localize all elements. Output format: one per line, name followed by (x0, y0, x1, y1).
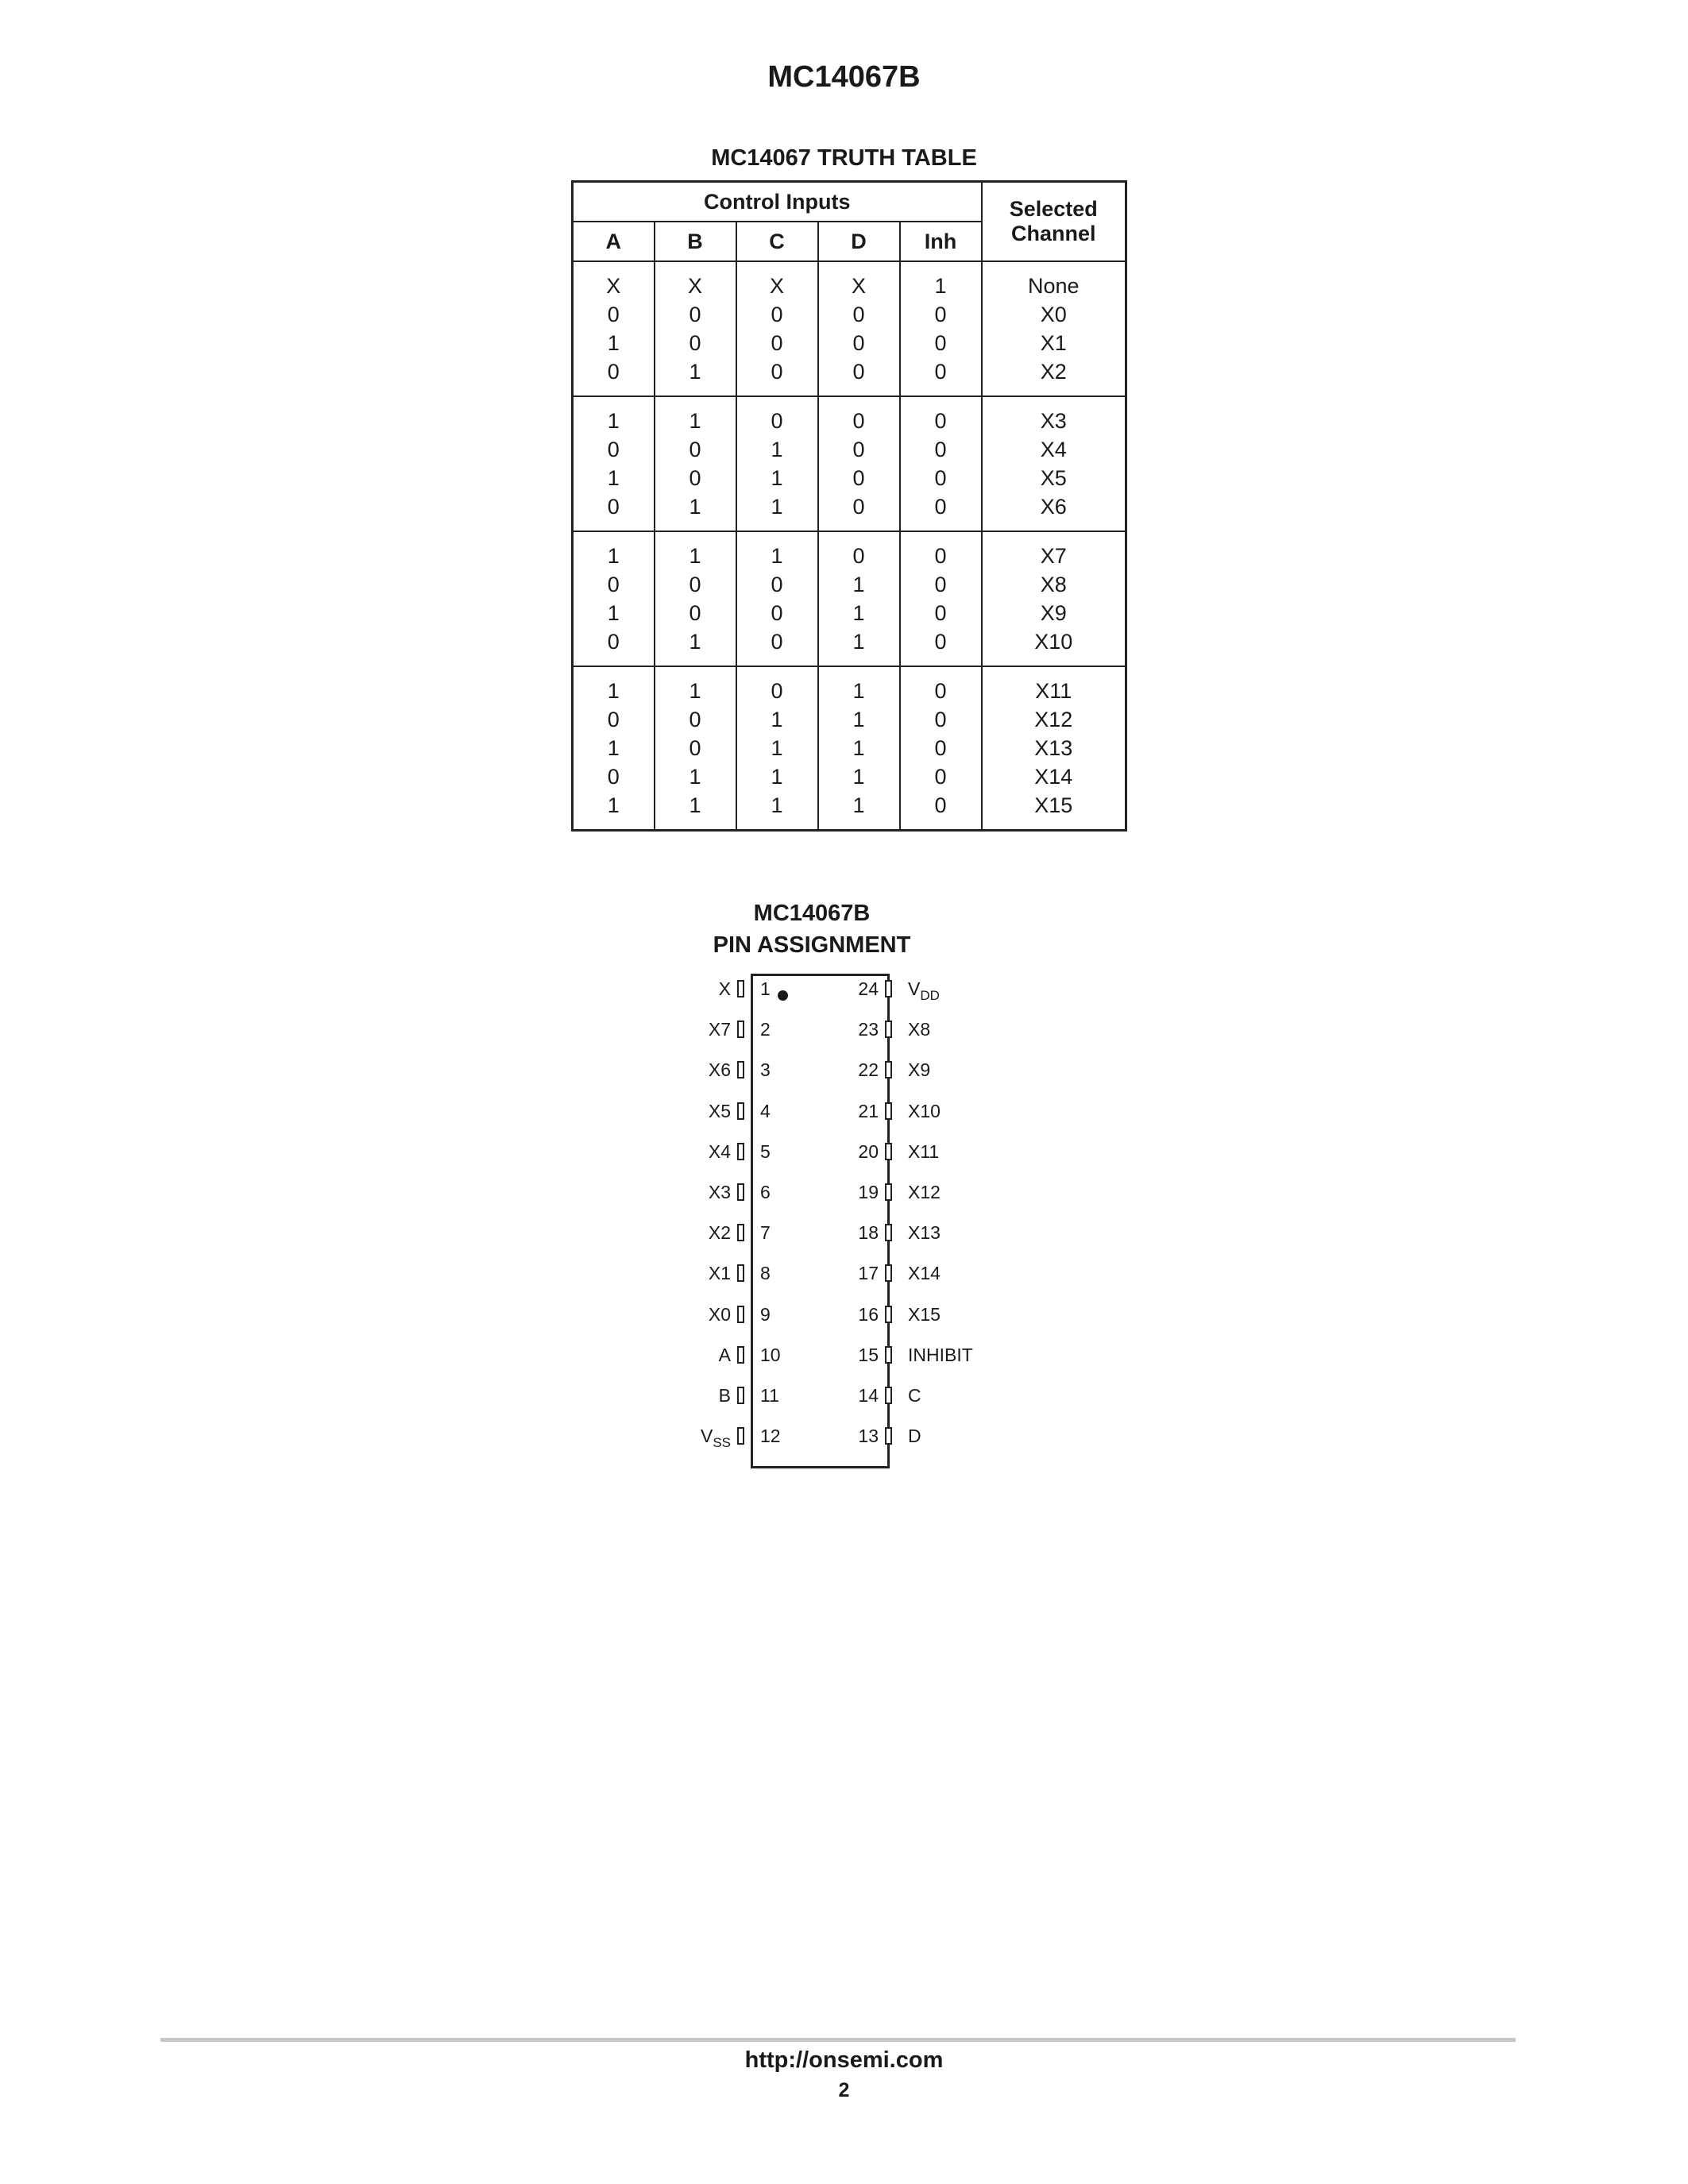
pin-12-signal-subscript: SS (713, 1435, 731, 1450)
pin-2-label (709, 1019, 731, 1040)
cell-a: 1 (573, 791, 655, 831)
cell-d: 1 (818, 734, 900, 762)
cell-b: 1 (655, 627, 736, 666)
pin-13-lead (885, 1427, 892, 1445)
pin-14-signal: C (908, 1385, 921, 1406)
cell-a: 1 (573, 599, 655, 627)
pin-15-number: 15 (858, 1345, 879, 1365)
pin-20-signal: X11 (908, 1141, 940, 1162)
pin-7-number: 7 (760, 1222, 771, 1243)
pin-14-number: 14 (858, 1385, 879, 1406)
pin-4-label (709, 1101, 731, 1121)
cell-c: 0 (736, 396, 818, 435)
pin-24-lead (885, 980, 892, 997)
cell-b: X (655, 261, 736, 300)
cell-inh: 0 (900, 300, 982, 329)
cell-d: 1 (818, 627, 900, 666)
cell-c: 0 (736, 300, 818, 329)
pin-11-label (719, 1385, 731, 1406)
pin-6-number: 6 (760, 1182, 771, 1202)
table-row (573, 300, 1126, 329)
cell-channel: X10 (982, 627, 1126, 666)
column-header-a: A (573, 222, 655, 261)
cell-a: 0 (573, 357, 655, 396)
pin-9-lead (737, 1306, 744, 1323)
pin-8-signal: X1 (708, 1263, 731, 1283)
table-row (573, 435, 1126, 464)
pin-assignment-title: PIN ASSIGNMENT (713, 932, 911, 958)
pin-10-signal: A (718, 1345, 731, 1365)
pin-17-number: 17 (858, 1263, 879, 1283)
cell-c: 0 (736, 666, 818, 705)
cell-channel: X13 (982, 734, 1126, 762)
pin-18-number: 18 (858, 1222, 879, 1243)
cell-a: 0 (573, 492, 655, 531)
cell-b: 1 (655, 531, 736, 570)
pin-12-lead (737, 1427, 744, 1445)
table-row (573, 570, 1126, 599)
selected-header-line1: Selected (1009, 197, 1098, 221)
pin-2-number: 2 (760, 1019, 771, 1040)
pin-1-label (719, 978, 731, 999)
cell-channel: X12 (982, 705, 1126, 734)
table-row (573, 599, 1126, 627)
pin-7-label (709, 1222, 731, 1243)
pin-9-label (709, 1304, 731, 1325)
pin-18-signal: X13 (908, 1222, 941, 1243)
cell-a: 0 (573, 762, 655, 791)
cell-b: 1 (655, 492, 736, 531)
pin-11-lead (737, 1387, 744, 1404)
cell-b: 0 (655, 570, 736, 599)
pin-8-lead (737, 1264, 744, 1282)
pin-20-label (908, 1141, 939, 1162)
cell-c: 1 (736, 791, 818, 831)
cell-c: 0 (736, 357, 818, 396)
cell-inh: 0 (900, 762, 982, 791)
pin-9-number: 9 (760, 1304, 771, 1325)
cell-channel: X5 (982, 464, 1126, 492)
pin-19-label (908, 1182, 941, 1202)
page-number: 2 (838, 2079, 850, 2101)
cell-channel: X2 (982, 357, 1126, 396)
cell-c: 1 (736, 435, 818, 464)
truth-table-title: MC14067 TRUTH TABLE (711, 145, 977, 171)
cell-c: 1 (736, 734, 818, 762)
page-header: MC14067B (767, 60, 921, 94)
pin-2-signal: X7 (708, 1019, 731, 1040)
pin-10-number: 10 (760, 1345, 781, 1365)
table-row (573, 705, 1126, 734)
pin-4-signal: X5 (708, 1101, 731, 1121)
pin-11-number: 11 (760, 1385, 779, 1406)
pin-1-lead (737, 980, 744, 997)
table-row (573, 531, 1126, 570)
cell-channel: X9 (982, 599, 1126, 627)
pin-22-lead (885, 1061, 892, 1078)
pin-4-number: 4 (760, 1101, 771, 1121)
cell-inh: 0 (900, 435, 982, 464)
cell-c: 0 (736, 627, 818, 666)
cell-inh: 1 (900, 261, 982, 300)
cell-channel: X1 (982, 329, 1126, 357)
cell-d: 0 (818, 492, 900, 531)
table-row (573, 762, 1126, 791)
truth-table-body (573, 261, 1126, 831)
pin-21-number: 21 (858, 1101, 879, 1121)
pin-17-lead (885, 1264, 892, 1282)
pin-20-lead (885, 1143, 892, 1160)
table-row (573, 464, 1126, 492)
table-row (573, 791, 1126, 831)
cell-b: 0 (655, 329, 736, 357)
cell-inh: 0 (900, 627, 982, 666)
pin-17-label (908, 1263, 941, 1283)
table-row (573, 396, 1126, 435)
column-header-inh: Inh (900, 222, 982, 261)
cell-channel: X4 (982, 435, 1126, 464)
truth-table (571, 180, 1127, 832)
cell-inh: 0 (900, 492, 982, 531)
cell-d: X (818, 261, 900, 300)
pin-11-signal: B (718, 1385, 731, 1406)
pin-18-label (908, 1222, 941, 1243)
pin-9-signal: X0 (708, 1304, 731, 1325)
pin-16-label (908, 1304, 941, 1325)
cell-channel: X3 (982, 396, 1126, 435)
pin-13-signal: D (908, 1426, 921, 1446)
cell-d: 1 (818, 791, 900, 831)
pin-16-number: 16 (858, 1304, 879, 1325)
pin-2-lead (737, 1021, 744, 1038)
cell-d: 0 (818, 464, 900, 492)
footer-rule (160, 2038, 1516, 2042)
pin-3-lead (737, 1061, 744, 1078)
cell-c: 1 (736, 705, 818, 734)
pin-19-signal: X12 (908, 1182, 941, 1202)
pin-assignment-part-number: MC14067B (753, 901, 871, 926)
cell-inh: 0 (900, 464, 982, 492)
pin-21-label (908, 1101, 941, 1121)
selected-channel-header (982, 182, 1126, 262)
cell-b: 1 (655, 762, 736, 791)
pin-18-lead (885, 1224, 892, 1241)
pin-19-number: 19 (858, 1182, 879, 1202)
footer-url: http://onsemi.com (744, 2047, 944, 2073)
pin-1-signal: X (718, 978, 731, 999)
pin-13-label (908, 1426, 921, 1446)
cell-channel: None (982, 261, 1126, 300)
cell-d: 0 (818, 531, 900, 570)
cell-d: 1 (818, 666, 900, 705)
pin-23-number: 23 (858, 1019, 879, 1040)
cell-c: X (736, 261, 818, 300)
column-header-d: D (818, 222, 900, 261)
pin-5-number: 5 (760, 1141, 771, 1162)
pin-4-lead (737, 1102, 744, 1120)
pin-3-signal: X6 (708, 1059, 731, 1080)
pin-21-signal: X10 (908, 1101, 941, 1121)
table-row (573, 261, 1126, 300)
cell-inh: 0 (900, 599, 982, 627)
pin-5-signal: X4 (708, 1141, 731, 1162)
pin-15-signal: INHIBIT (908, 1345, 973, 1365)
pin-20-number: 20 (858, 1141, 879, 1162)
pin-6-label (709, 1182, 731, 1202)
pin-10-label (719, 1345, 731, 1365)
pin-7-lead (737, 1224, 744, 1241)
cell-d: 1 (818, 705, 900, 734)
pin-22-number: 22 (858, 1059, 879, 1080)
pin-12-label (701, 1426, 731, 1449)
cell-c: 0 (736, 570, 818, 599)
table-row (573, 627, 1126, 666)
pin-7-signal: X2 (708, 1222, 731, 1243)
cell-channel: X11 (982, 666, 1126, 705)
cell-a: 0 (573, 300, 655, 329)
pin-6-signal: X3 (708, 1182, 731, 1202)
cell-inh: 0 (900, 531, 982, 570)
pin-5-label (709, 1141, 731, 1162)
pin-12-number: 12 (760, 1426, 781, 1446)
cell-a: 0 (573, 627, 655, 666)
pin-1-number: 1 (760, 978, 771, 999)
pin-8-number: 8 (760, 1263, 771, 1283)
pin-14-lead (885, 1387, 892, 1404)
cell-d: 1 (818, 599, 900, 627)
pin-3-number: 3 (760, 1059, 771, 1080)
cell-inh: 0 (900, 734, 982, 762)
cell-a: 1 (573, 531, 655, 570)
cell-c: 0 (736, 329, 818, 357)
pin-22-signal: X9 (908, 1059, 931, 1080)
pin-21-lead (885, 1102, 892, 1120)
cell-a: 0 (573, 705, 655, 734)
cell-inh: 0 (900, 666, 982, 705)
cell-a: X (573, 261, 655, 300)
pin-24-signal-subscript: DD (920, 988, 940, 1003)
cell-inh: 0 (900, 705, 982, 734)
pin-24-label (908, 978, 940, 1001)
cell-b: 1 (655, 396, 736, 435)
cell-a: 0 (573, 435, 655, 464)
cell-inh: 0 (900, 570, 982, 599)
cell-channel: X14 (982, 762, 1126, 791)
pin-16-signal: X15 (908, 1304, 941, 1325)
column-header-c: C (736, 222, 818, 261)
cell-d: 0 (818, 329, 900, 357)
cell-inh: 0 (900, 396, 982, 435)
cell-d: 1 (818, 570, 900, 599)
cell-a: 0 (573, 570, 655, 599)
table-row (573, 666, 1126, 705)
cell-b: 0 (655, 705, 736, 734)
cell-b: 1 (655, 357, 736, 396)
cell-d: 1 (818, 762, 900, 791)
cell-a: 1 (573, 734, 655, 762)
cell-channel: X7 (982, 531, 1126, 570)
pin-19-lead (885, 1183, 892, 1201)
cell-inh: 0 (900, 329, 982, 357)
cell-inh: 0 (900, 357, 982, 396)
cell-d: 0 (818, 435, 900, 464)
cell-channel: X15 (982, 791, 1126, 831)
cell-b: 1 (655, 791, 736, 831)
pin-23-signal: X8 (908, 1019, 931, 1040)
pin-5-lead (737, 1143, 744, 1160)
cell-b: 0 (655, 435, 736, 464)
pin-8-label (709, 1263, 731, 1283)
cell-inh: 0 (900, 791, 982, 831)
cell-b: 0 (655, 300, 736, 329)
pin-24-signal: V (908, 978, 921, 999)
pin-3-label (709, 1059, 731, 1080)
cell-channel: X0 (982, 300, 1126, 329)
cell-a: 1 (573, 464, 655, 492)
pin-10-lead (737, 1346, 744, 1364)
cell-b: 0 (655, 734, 736, 762)
control-inputs-header: Control Inputs (573, 182, 982, 222)
table-row (573, 357, 1126, 396)
cell-c: 1 (736, 492, 818, 531)
pin-15-lead (885, 1346, 892, 1364)
pin1-indicator-dot (778, 990, 788, 1001)
cell-c: 1 (736, 531, 818, 570)
cell-b: 0 (655, 464, 736, 492)
cell-a: 1 (573, 396, 655, 435)
column-header-b: B (655, 222, 736, 261)
pin-12-signal: V (700, 1426, 713, 1446)
pin-15-label (908, 1345, 973, 1365)
pin-6-lead (737, 1183, 744, 1201)
cell-b: 1 (655, 666, 736, 705)
pin-22-label (908, 1059, 930, 1080)
pin-23-label (908, 1019, 930, 1040)
selected-header-line2: Channel (1010, 222, 1096, 245)
cell-d: 0 (818, 396, 900, 435)
pin-23-lead (885, 1021, 892, 1038)
table-row (573, 734, 1126, 762)
table-row (573, 492, 1126, 531)
cell-c: 1 (736, 762, 818, 791)
pin-13-number: 13 (858, 1426, 879, 1446)
table-row (573, 329, 1126, 357)
pin-17-signal: X14 (908, 1263, 941, 1283)
pin-24-number: 24 (858, 978, 879, 999)
pin-16-lead (885, 1306, 892, 1323)
cell-c: 1 (736, 464, 818, 492)
cell-c: 0 (736, 599, 818, 627)
cell-a: 1 (573, 666, 655, 705)
cell-channel: X8 (982, 570, 1126, 599)
cell-d: 0 (818, 300, 900, 329)
cell-channel: X6 (982, 492, 1126, 531)
cell-d: 0 (818, 357, 900, 396)
cell-b: 0 (655, 599, 736, 627)
cell-a: 1 (573, 329, 655, 357)
pin-14-label (908, 1385, 921, 1406)
